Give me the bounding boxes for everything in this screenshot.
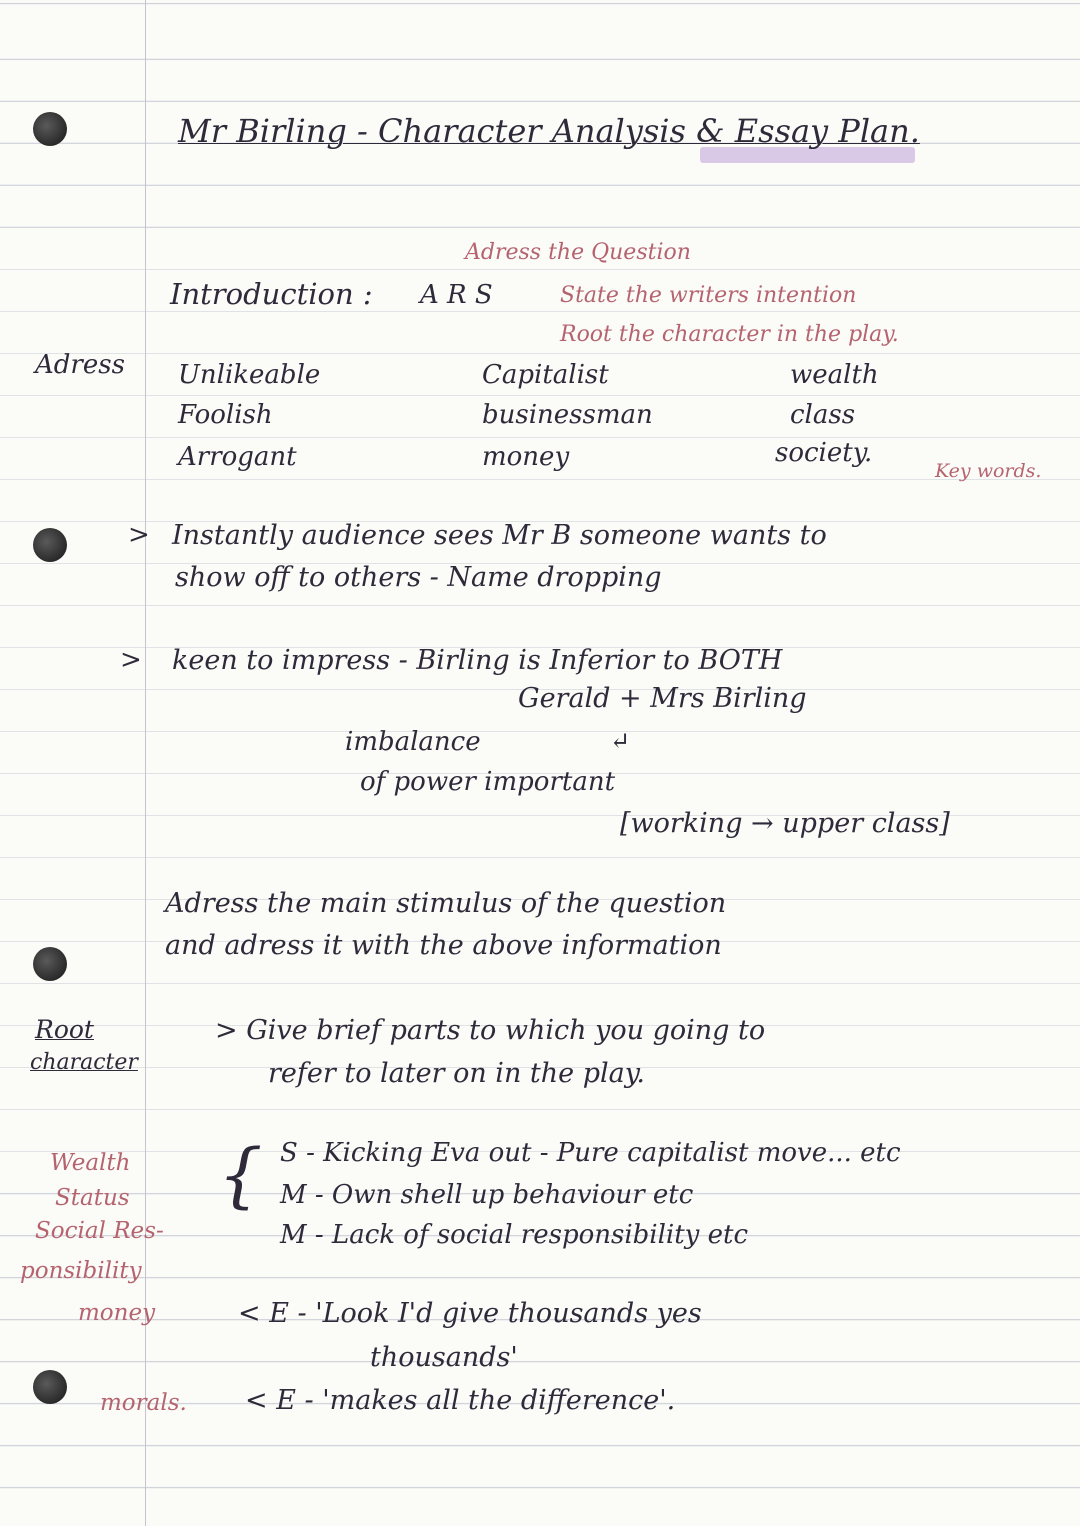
theme-item: M - Own shell up behaviour etc	[280, 1180, 694, 1210]
state-intention-note: State the writers intention	[560, 283, 857, 308]
evidence-quote: < E - 'Look I'd give thousands yes	[238, 1298, 702, 1329]
evidence-label: morals.	[100, 1390, 187, 1416]
address-margin-label: Adress	[35, 350, 125, 380]
theme-item: S - Kicking Eva out - Pure capitalist move... etc	[280, 1138, 901, 1168]
binder-hole	[33, 947, 67, 981]
point-arrow: >	[120, 645, 142, 675]
theme-label: ponsibility	[20, 1258, 142, 1284]
keyword: businessman	[482, 400, 653, 430]
keyword: society.	[775, 438, 873, 468]
stimulus-line: and adress it with the above information	[165, 930, 722, 961]
root-margin-label: character	[30, 1050, 138, 1075]
stimulus-line: Adress the main stimulus of the question	[165, 888, 727, 919]
point-arrow: >	[128, 520, 150, 550]
theme-label: Wealth	[50, 1150, 131, 1176]
evidence-label: money	[78, 1300, 156, 1326]
binder-hole	[33, 112, 67, 146]
introduction-heading: Introduction :	[170, 277, 373, 311]
root-line: > Give brief parts to which you going to	[215, 1015, 766, 1046]
keyword: Unlikeable	[178, 360, 321, 390]
keyword: class	[790, 400, 856, 430]
page-title: Mr Birling - Character Analysis & Essay Plan.	[178, 112, 920, 150]
address-question-note: Adress the Question	[465, 240, 691, 265]
imbalance-text: of power important	[360, 767, 616, 797]
class-bracket-note: [working → upper class]	[620, 808, 950, 839]
ars-letters: A R S	[420, 280, 493, 310]
root-margin-label: Root	[35, 1015, 94, 1044]
keyword: Capitalist	[482, 360, 609, 390]
evidence-quote: thousands'	[370, 1342, 518, 1373]
point-line: Gerald + Mrs Birling	[518, 683, 807, 714]
theme-item: M - Lack of social responsibility etc	[280, 1220, 749, 1250]
keyword: money	[482, 442, 570, 472]
evidence-quote: < E - 'makes all the difference'.	[245, 1385, 676, 1416]
point-line: keen to impress - Birling is Inferior to BOTH	[172, 645, 783, 676]
keyword: wealth	[790, 360, 879, 390]
point-line: Instantly audience sees Mr B someone wants to	[172, 520, 827, 551]
keywords-label: Key words.	[935, 460, 1042, 482]
theme-label: Status	[55, 1185, 130, 1211]
curly-brace: {	[218, 1134, 263, 1216]
root-line: refer to later on in the play.	[268, 1058, 645, 1089]
return-arrow: ↵	[610, 727, 631, 755]
keyword: Arrogant	[178, 442, 297, 472]
imbalance-text: imbalance	[345, 727, 481, 757]
binder-hole	[33, 1370, 67, 1404]
margin-line	[145, 0, 146, 1526]
keyword: Foolish	[178, 400, 273, 430]
point-line: show off to others - Name dropping	[175, 562, 662, 593]
binder-hole	[33, 528, 67, 562]
theme-label: Social Res-	[35, 1218, 164, 1244]
root-character-note: Root the character in the play.	[560, 322, 899, 347]
